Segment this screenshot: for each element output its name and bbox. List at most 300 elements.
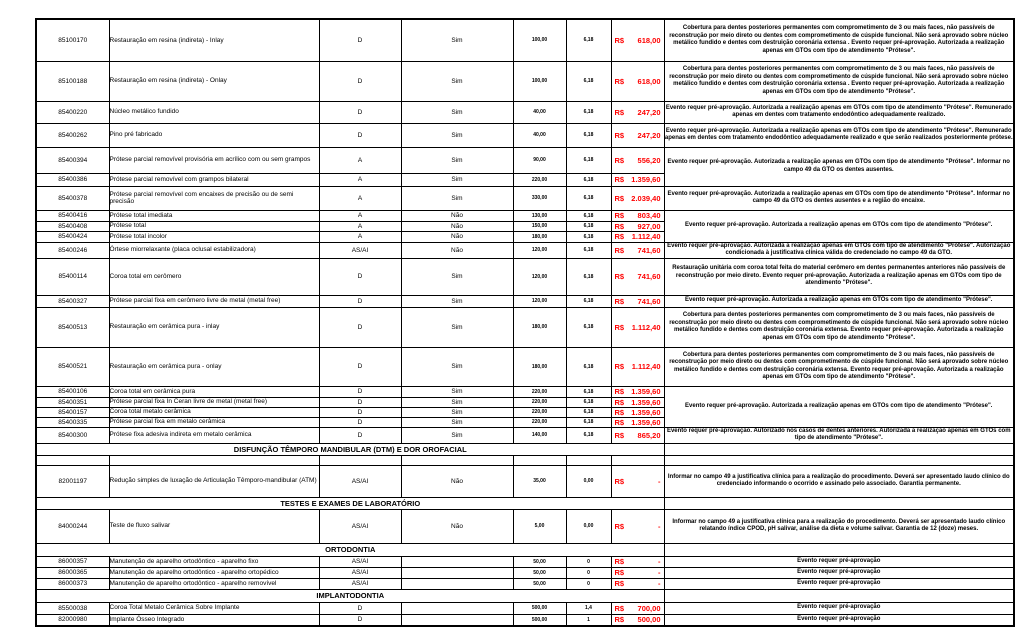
coverage-cell: Sim bbox=[401, 417, 513, 427]
table-row bbox=[36, 386, 1014, 397]
price-cell bbox=[611, 567, 664, 578]
note-cell: Cobertura para dentes posteriores permanentes com comprometimento de 3 ou mais faces, não passíveis de reconstrução por meio direto ou dentes com comprometimento de cúspide funcional. Não será aprovado sobre núcleo metálico fundido e dentes com destruição coronária extensa. Evento requer pré-aprovação. Autorizada a realização apenas em GTOs com tipo de atendimento "Prótese". bbox=[664, 347, 1014, 386]
price-value: 247,20 bbox=[637, 130, 661, 140]
note-cell: Evento requer pré-aprovação. Autorizada a realização apenas em GTOs com tipo de atendimento "Prótese". Informar no campo 49 da GTO os dentes ausentes. bbox=[664, 147, 1014, 186]
note-cell bbox=[664, 497, 1014, 509]
price-cell bbox=[611, 578, 664, 589]
currency-symbol: R$ bbox=[614, 568, 625, 577]
category-cell: D bbox=[319, 407, 401, 417]
table-row bbox=[36, 307, 1014, 347]
factor-cell: 6,18 bbox=[566, 427, 611, 443]
table-row bbox=[36, 347, 1014, 386]
base-value-cell: 180,00 bbox=[513, 307, 566, 347]
category-cell: D bbox=[319, 61, 401, 101]
description-cell: Prótese parcial removível com grampos bilateral bbox=[109, 173, 319, 186]
factor-cell: 6,18 bbox=[566, 147, 611, 173]
coverage-cell bbox=[401, 614, 513, 626]
code-cell: 85400300 bbox=[36, 427, 109, 443]
price-cell bbox=[611, 147, 664, 173]
price-value: 803,40 bbox=[637, 211, 661, 220]
base-value-cell: 120,00 bbox=[513, 242, 566, 258]
price-cell bbox=[611, 61, 664, 101]
coverage-cell: Sim bbox=[401, 407, 513, 417]
base-value-cell: 180,00 bbox=[513, 231, 566, 242]
table-row bbox=[36, 61, 1014, 101]
section-row bbox=[36, 543, 1014, 556]
code-cell: 85100170 bbox=[36, 19, 109, 61]
price-value: 927,00 bbox=[637, 221, 661, 231]
base-value-cell: 220,00 bbox=[513, 397, 566, 407]
currency-symbol: R$ bbox=[614, 579, 625, 588]
note-cell bbox=[664, 443, 1014, 455]
coverage-cell bbox=[401, 556, 513, 567]
price-cell bbox=[611, 427, 664, 443]
currency-symbol: R$ bbox=[614, 155, 625, 165]
base-value-cell: 100,00 bbox=[513, 19, 566, 61]
section-header-label: DISFUNÇÃO TÊMPORO MANDIBULAR (DTM) E DOR OROFACIAL bbox=[36, 443, 664, 455]
base-value-cell: 100,00 bbox=[513, 61, 566, 101]
price-value: 700,00 bbox=[637, 603, 661, 613]
table-row bbox=[36, 210, 1014, 221]
code-cell: 85400394 bbox=[36, 147, 109, 173]
factor-cell: 1 bbox=[566, 614, 611, 626]
code-cell: 85400386 bbox=[36, 173, 109, 186]
section-header-label: TESTES E EXAMES DE LABORATÓRIO bbox=[36, 497, 664, 509]
base-value-cell: 180,00 bbox=[513, 347, 566, 386]
code-cell: 84000244 bbox=[36, 509, 109, 543]
price-value: 741,60 bbox=[637, 245, 661, 255]
description-cell: Prótese parcial removível provisória em acrílico com ou sem grampos bbox=[109, 147, 319, 173]
factor-cell: 0 bbox=[566, 578, 611, 589]
price-cell bbox=[611, 347, 664, 386]
note-cell: Informar no campo 49 a justificativa clínica para a realização do procedimento. Deverá ser apresentado laudo clínico do credenciado informando o ocorrido e assinado pelo associado. Garantia permanente. bbox=[664, 465, 1014, 497]
category-cell: AS/AI bbox=[319, 242, 401, 258]
currency-symbol: R$ bbox=[614, 76, 625, 86]
coverage-cell: Sim bbox=[401, 307, 513, 347]
note-cell: Evento requer pré-aprovação bbox=[664, 602, 1014, 614]
table-row bbox=[36, 147, 1014, 173]
coverage-cell: Sim bbox=[401, 147, 513, 173]
category-cell: D bbox=[319, 427, 401, 443]
base-value-cell: 50,00 bbox=[513, 567, 566, 578]
currency-symbol: R$ bbox=[614, 322, 625, 332]
factor-cell: 6,18 bbox=[566, 295, 611, 307]
factor-cell: 6,18 bbox=[566, 397, 611, 407]
factor-cell: 0 bbox=[566, 556, 611, 567]
note-cell bbox=[664, 455, 1014, 465]
price-value: 1.359,60 bbox=[631, 175, 661, 184]
description-cell: Pino pré fabricado bbox=[109, 123, 319, 147]
document-page bbox=[35, 18, 1015, 627]
category-cell: AS/AI bbox=[319, 509, 401, 543]
factor-cell bbox=[566, 455, 611, 465]
category-cell: AS/AI bbox=[319, 578, 401, 589]
description-cell: Manutenção de aparelho ortodôntico - aparelho removível bbox=[109, 578, 319, 589]
table-row bbox=[36, 19, 1014, 61]
note-cell: Evento requer pré-aprovação bbox=[664, 556, 1014, 567]
coverage-cell: Sim bbox=[401, 258, 513, 295]
category-cell: D bbox=[319, 19, 401, 61]
factor-cell: 6,18 bbox=[566, 386, 611, 397]
code-cell: 85500038 bbox=[36, 602, 109, 614]
factor-cell: 1,4 bbox=[566, 602, 611, 614]
price-value: 2.039,40 bbox=[631, 193, 661, 203]
code-cell: 85400408 bbox=[36, 221, 109, 231]
currency-symbol: R$ bbox=[614, 193, 625, 203]
coverage-cell: Sim bbox=[401, 386, 513, 397]
price-cell bbox=[611, 417, 664, 427]
table-row bbox=[36, 602, 1014, 614]
currency-symbol: R$ bbox=[614, 107, 625, 117]
category-cell: A bbox=[319, 231, 401, 242]
category-cell: D bbox=[319, 307, 401, 347]
description-cell bbox=[109, 455, 319, 465]
description-cell: Órtese miorrelaxante (placa oclusal estabilizadora) bbox=[109, 242, 319, 258]
price-value: 618,00 bbox=[637, 76, 661, 86]
price-cell bbox=[611, 386, 664, 397]
table-row bbox=[36, 295, 1014, 307]
coverage-cell: Sim bbox=[401, 123, 513, 147]
currency-symbol: R$ bbox=[614, 407, 625, 417]
base-value-cell: 500,00 bbox=[513, 614, 566, 626]
price-cell bbox=[611, 556, 664, 567]
currency-symbol: R$ bbox=[614, 615, 625, 625]
code-cell: 86000365 bbox=[36, 567, 109, 578]
table-row bbox=[36, 427, 1014, 443]
price-value: - bbox=[658, 557, 661, 566]
coverage-cell: Sim bbox=[401, 295, 513, 307]
price-value: - bbox=[658, 521, 661, 531]
price-cell bbox=[611, 210, 664, 221]
code-cell: 85400416 bbox=[36, 210, 109, 221]
note-cell: Evento requer pré-aprovação bbox=[664, 614, 1014, 626]
note-cell: Evento requer pré-aprovação. Autorizada a realização apenas em GTOs com tipo de atendimento "Prótese". bbox=[664, 386, 1014, 427]
category-cell: A bbox=[319, 147, 401, 173]
price-value: 741,60 bbox=[637, 296, 661, 306]
section-row bbox=[36, 497, 1014, 509]
table-row bbox=[36, 101, 1014, 123]
base-value-cell: 50,00 bbox=[513, 556, 566, 567]
price-value: 1.112,40 bbox=[631, 362, 661, 371]
factor-cell: 6,18 bbox=[566, 173, 611, 186]
price-value: 741,60 bbox=[637, 272, 661, 281]
currency-symbol: R$ bbox=[614, 397, 625, 407]
code-cell: 85400327 bbox=[36, 295, 109, 307]
code-cell: 82001197 bbox=[36, 465, 109, 497]
price-value: 1.359,60 bbox=[631, 397, 661, 407]
price-value: 1.112,40 bbox=[631, 322, 661, 332]
note-cell: Informar no campo 49 a justificativa clínica para a realização do procedimento. Deverá ser apresentado laudo clínico relatando índice CPOD, pH salivar, análise da dieta e volume salivar. Garantia de 12 (doze) meses. bbox=[664, 509, 1014, 543]
description-cell: Coroa total em cerâmica pura bbox=[109, 386, 319, 397]
category-cell: D bbox=[319, 295, 401, 307]
code-cell: 85400513 bbox=[36, 307, 109, 347]
currency-symbol: R$ bbox=[614, 211, 625, 220]
price-value: - bbox=[658, 579, 661, 588]
base-value-cell bbox=[513, 455, 566, 465]
factor-cell: 6,18 bbox=[566, 231, 611, 242]
section-header-label: IMPLANTODONTIA bbox=[36, 589, 664, 602]
base-value-cell: 120,00 bbox=[513, 258, 566, 295]
code-cell bbox=[36, 455, 109, 465]
coverage-cell bbox=[401, 455, 513, 465]
category-cell: D bbox=[319, 614, 401, 626]
price-value: 1.359,60 bbox=[631, 387, 661, 396]
code-cell: 85400378 bbox=[36, 186, 109, 210]
currency-symbol: R$ bbox=[614, 35, 625, 45]
table-row bbox=[36, 556, 1014, 567]
note-cell: Evento requer pré-aprovação. Autorizado nos casos de dentes anteriores. Autorizada a realização apenas em GTOs com tipo de atendimento "Prótese". bbox=[664, 427, 1014, 443]
description-cell: Prótese fixa adesiva indireta em metalo cerâmica bbox=[109, 427, 319, 443]
factor-cell: 6,18 bbox=[566, 186, 611, 210]
category-cell: AS/AI bbox=[319, 465, 401, 497]
base-value-cell: 330,00 bbox=[513, 186, 566, 210]
code-cell: 85400424 bbox=[36, 231, 109, 242]
base-value-cell: 50,00 bbox=[513, 578, 566, 589]
category-cell: D bbox=[319, 602, 401, 614]
currency-symbol: R$ bbox=[614, 417, 625, 427]
description-cell: Restauração em resina (indireta) - Onlay bbox=[109, 61, 319, 101]
description-cell: Redução simples de luxação de Articulação Têmporo-mandibular (ATM) bbox=[109, 465, 319, 497]
coverage-cell: Não bbox=[401, 231, 513, 242]
category-cell: D bbox=[319, 417, 401, 427]
code-cell: 85400335 bbox=[36, 417, 109, 427]
category-cell: D bbox=[319, 347, 401, 386]
factor-cell: 6,18 bbox=[566, 258, 611, 295]
factor-cell: 6,18 bbox=[566, 101, 611, 123]
base-value-cell: 220,00 bbox=[513, 173, 566, 186]
description-cell: Restauração em cerâmica pura - onlay bbox=[109, 347, 319, 386]
factor-cell: 0 bbox=[566, 567, 611, 578]
base-value-cell: 40,00 bbox=[513, 101, 566, 123]
note-cell: Evento requer pré-aprovação. Autorizada a realização apenas em GTOs com tipo de atendimento "Prótese". Remunerado apenas em dentes com tratamento endodôntico adequadamente realizado. bbox=[664, 101, 1014, 123]
category-cell: AS/AI bbox=[319, 556, 401, 567]
price-cell bbox=[611, 231, 664, 242]
description-cell: Coroa total em cerômero bbox=[109, 258, 319, 295]
category-cell: D bbox=[319, 397, 401, 407]
factor-cell: 6,18 bbox=[566, 61, 611, 101]
table-row bbox=[36, 578, 1014, 589]
code-cell: 85400220 bbox=[36, 101, 109, 123]
currency-symbol: R$ bbox=[614, 245, 625, 255]
description-cell: Coroa total metalo cerâmica bbox=[109, 407, 319, 417]
price-value: 1.359,60 bbox=[631, 407, 661, 417]
currency-symbol: R$ bbox=[614, 221, 625, 231]
code-cell: 86000373 bbox=[36, 578, 109, 589]
coverage-cell: Não bbox=[401, 242, 513, 258]
factor-cell: 6,18 bbox=[566, 347, 611, 386]
currency-symbol: R$ bbox=[614, 175, 625, 184]
description-cell: Manutenção de aparelho ortodôntico - aparelho ortopédico bbox=[109, 567, 319, 578]
base-value-cell: 500,00 bbox=[513, 602, 566, 614]
factor-cell: 6,18 bbox=[566, 407, 611, 417]
price-cell bbox=[611, 397, 664, 407]
category-cell: A bbox=[319, 186, 401, 210]
price-value: 1.359,60 bbox=[631, 417, 661, 427]
note-cell: Evento requer pré-aprovação. Autorizada a realização apenas em GTOs com tipo de atendimento "Prótese". bbox=[664, 210, 1014, 242]
description-cell: Prótese total incolor bbox=[109, 231, 319, 242]
price-cell bbox=[611, 123, 664, 147]
coverage-cell: Não bbox=[401, 221, 513, 231]
price-value: - bbox=[658, 568, 661, 577]
price-cell bbox=[611, 407, 664, 417]
currency-symbol: R$ bbox=[614, 362, 625, 371]
factor-cell: 6,18 bbox=[566, 307, 611, 347]
currency-symbol: R$ bbox=[614, 430, 625, 440]
note-cell: Cobertura para dentes posteriores permanentes com comprometimento de 3 ou mais faces, não passíveis de reconstrução por meio direto ou dentes com comprometimento de cúspide funcional. Não será aprovado sobre núcleo metálico fundido e dentes com destruição coronária extensa . Evento requer pré-aprovação. Autorizada a realização apenas em GTOs com tipo de atendimento "Prótese". bbox=[664, 19, 1014, 61]
category-cell: A bbox=[319, 210, 401, 221]
category-cell bbox=[319, 455, 401, 465]
base-value-cell: 220,00 bbox=[513, 407, 566, 417]
table-row bbox=[36, 242, 1014, 258]
note-cell: Restauração unitária com coroa total feita do material cerômero em dentes permanentes anteriores não passíveis de reconstrução por meio direto. Evento requer pré-aprovação. Autorizada a realização apenas em GTOs com tipo de atendimento "Prótese". bbox=[664, 258, 1014, 295]
table-body bbox=[36, 19, 1014, 626]
price-value: 247,20 bbox=[637, 107, 661, 117]
currency-symbol: R$ bbox=[614, 272, 625, 281]
base-value-cell: 5,00 bbox=[513, 509, 566, 543]
category-cell: D bbox=[319, 101, 401, 123]
procedures-table bbox=[35, 18, 1015, 627]
note-cell: Evento requer pré-aprovação bbox=[664, 567, 1014, 578]
note-cell bbox=[664, 589, 1014, 602]
base-value-cell: 90,00 bbox=[513, 147, 566, 173]
factor-cell: 6,18 bbox=[566, 123, 611, 147]
coverage-cell: Sim bbox=[401, 186, 513, 210]
factor-cell: 0,00 bbox=[566, 465, 611, 497]
base-value-cell: 140,00 bbox=[513, 427, 566, 443]
description-cell: Teste de fluxo salivar bbox=[109, 509, 319, 543]
description-cell: Prótese parcial removível com encaixes de precisão ou de semi precisão bbox=[109, 186, 319, 210]
table-row bbox=[36, 186, 1014, 210]
description-cell: Prótese parcial fixa em cerômero livre de metal (metal free) bbox=[109, 295, 319, 307]
code-cell: 85100188 bbox=[36, 61, 109, 101]
base-value-cell: 120,00 bbox=[513, 295, 566, 307]
note-cell: Cobertura para dentes posteriores permanentes com comprometimento de 3 ou mais faces, não passíveis de reconstrução por meio direto ou dentes com comprometimento de cúspide funcional. Não será aprovado sobre núcleo metálico fundido e dentes com destruição coronária extensa . Evento requer pré-aprovação. Autorizada a realização apenas em GTOs com tipo de atendimento "Prótese". bbox=[664, 61, 1014, 101]
category-cell: A bbox=[319, 173, 401, 186]
base-value-cell: 220,00 bbox=[513, 386, 566, 397]
currency-symbol: R$ bbox=[614, 232, 625, 241]
category-cell: D bbox=[319, 123, 401, 147]
currency-symbol: R$ bbox=[614, 387, 625, 396]
price-cell bbox=[611, 186, 664, 210]
coverage-cell: Sim bbox=[401, 19, 513, 61]
base-value-cell: 130,00 bbox=[513, 210, 566, 221]
coverage-cell bbox=[401, 578, 513, 589]
currency-symbol: R$ bbox=[614, 130, 625, 140]
base-value-cell: 150,00 bbox=[513, 221, 566, 231]
factor-cell: 6,18 bbox=[566, 221, 611, 231]
section-row bbox=[36, 589, 1014, 602]
price-cell bbox=[611, 614, 664, 626]
description-cell: Restauração em resina (indireta) - Inlay bbox=[109, 19, 319, 61]
note-cell: Evento requer pré-aprovação. Autorizada a realização apenas em GTOs com tipo de atendimento "Prótese". Autorização condicionada à justificativa clínica válida do credenciado no campo 49 da GTO. bbox=[664, 242, 1014, 258]
price-cell bbox=[611, 307, 664, 347]
code-cell: 85400106 bbox=[36, 386, 109, 397]
category-cell: AS/AI bbox=[319, 567, 401, 578]
code-cell: 82000980 bbox=[36, 614, 109, 626]
coverage-cell: Sim bbox=[401, 397, 513, 407]
price-cell bbox=[611, 221, 664, 231]
description-cell: Manutenção de aparelho ortodôntico - aparelho fixo bbox=[109, 556, 319, 567]
coverage-cell: Não bbox=[401, 509, 513, 543]
price-cell bbox=[611, 602, 664, 614]
price-value: - bbox=[658, 476, 661, 486]
description-cell: Prótese parcial fixa em metalo cerâmica bbox=[109, 417, 319, 427]
currency-symbol: R$ bbox=[614, 521, 625, 531]
price-cell bbox=[611, 173, 664, 186]
table-row bbox=[36, 258, 1014, 295]
code-cell: 85400114 bbox=[36, 258, 109, 295]
description-cell: Prótese total bbox=[109, 221, 319, 231]
currency-symbol: R$ bbox=[614, 476, 625, 486]
table-row bbox=[36, 614, 1014, 626]
note-cell bbox=[664, 543, 1014, 556]
note-cell: Evento requer pré-aprovação bbox=[664, 578, 1014, 589]
price-value: 556,20 bbox=[637, 155, 661, 165]
table-row bbox=[36, 465, 1014, 497]
price-cell bbox=[611, 242, 664, 258]
base-value-cell: 35,00 bbox=[513, 465, 566, 497]
note-cell: Cobertura para dentes posteriores permanentes com comprometimento de 3 ou mais faces, não passíveis de reconstrução por meio direto ou dentes com comprometimento de cúspide funcional. Não será aprovado sobre núcleo metálico fundido e dentes com destruição coronária extensa. Evento requer pré-aprovação. Autorizada a realização apenas em GTOs com tipo de atendimento "Prótese". bbox=[664, 307, 1014, 347]
coverage-cell: Não bbox=[401, 465, 513, 497]
coverage-cell: Sim bbox=[401, 347, 513, 386]
note-cell: Evento requer pré-aprovação. Autorizada a realização apenas em GTOs com tipo de atendimento "Prótese". Remunerado apenas em dentes com tratamento endodôntico adequadamente realizado e que serão realizados posteriormente prótese. bbox=[664, 123, 1014, 147]
base-value-cell: 220,00 bbox=[513, 417, 566, 427]
coverage-cell bbox=[401, 602, 513, 614]
currency-symbol: R$ bbox=[614, 603, 625, 613]
price-value: 1.112,40 bbox=[631, 232, 661, 241]
code-cell: 85400351 bbox=[36, 397, 109, 407]
description-cell: Coroa Total Metalo Cerâmica Sobre Implante bbox=[109, 602, 319, 614]
currency-symbol: R$ bbox=[614, 557, 625, 566]
factor-cell: 6,18 bbox=[566, 210, 611, 221]
section-row bbox=[36, 443, 1014, 455]
category-cell: A bbox=[319, 221, 401, 231]
code-cell: 85400246 bbox=[36, 242, 109, 258]
description-cell: Implante Ósseo Integrado bbox=[109, 614, 319, 626]
price-cell bbox=[611, 295, 664, 307]
category-cell: D bbox=[319, 386, 401, 397]
code-cell: 86000357 bbox=[36, 556, 109, 567]
price-cell bbox=[611, 258, 664, 295]
table-row bbox=[36, 123, 1014, 147]
description-cell: Núcleo metálico fundido bbox=[109, 101, 319, 123]
currency-symbol: R$ bbox=[614, 296, 625, 306]
price-cell bbox=[611, 509, 664, 543]
coverage-cell bbox=[401, 567, 513, 578]
factor-cell: 0,00 bbox=[566, 509, 611, 543]
price-value: 500,00 bbox=[637, 615, 661, 625]
table-row bbox=[36, 509, 1014, 543]
coverage-cell: Sim bbox=[401, 173, 513, 186]
section-header-label: ORTODONTIA bbox=[36, 543, 664, 556]
coverage-cell: Sim bbox=[401, 61, 513, 101]
price-cell bbox=[611, 101, 664, 123]
description-cell: Prótese parcial fixa In Ceran livre de metal (metal free) bbox=[109, 397, 319, 407]
price-value: 618,00 bbox=[637, 35, 661, 45]
base-value-cell: 40,00 bbox=[513, 123, 566, 147]
spacer-row bbox=[36, 455, 1014, 465]
factor-cell: 6,18 bbox=[566, 417, 611, 427]
note-cell: Evento requer pré-aprovação. Autorizada a realização apenas em GTOs com tipo de atendimento "Prótese". bbox=[664, 295, 1014, 307]
price-value: 865,20 bbox=[637, 430, 661, 440]
price-cell bbox=[611, 19, 664, 61]
category-cell: D bbox=[319, 258, 401, 295]
price-cell bbox=[611, 465, 664, 497]
price-cell bbox=[611, 455, 664, 465]
code-cell: 85400157 bbox=[36, 407, 109, 417]
coverage-cell: Sim bbox=[401, 427, 513, 443]
note-cell: Evento requer pré-aprovação. Autorizada a realização apenas em GTOs com tipo de atendimento "Prótese". Informar no campo 49 da GTO os dentes ausentes e a região do encaixe. bbox=[664, 186, 1014, 210]
